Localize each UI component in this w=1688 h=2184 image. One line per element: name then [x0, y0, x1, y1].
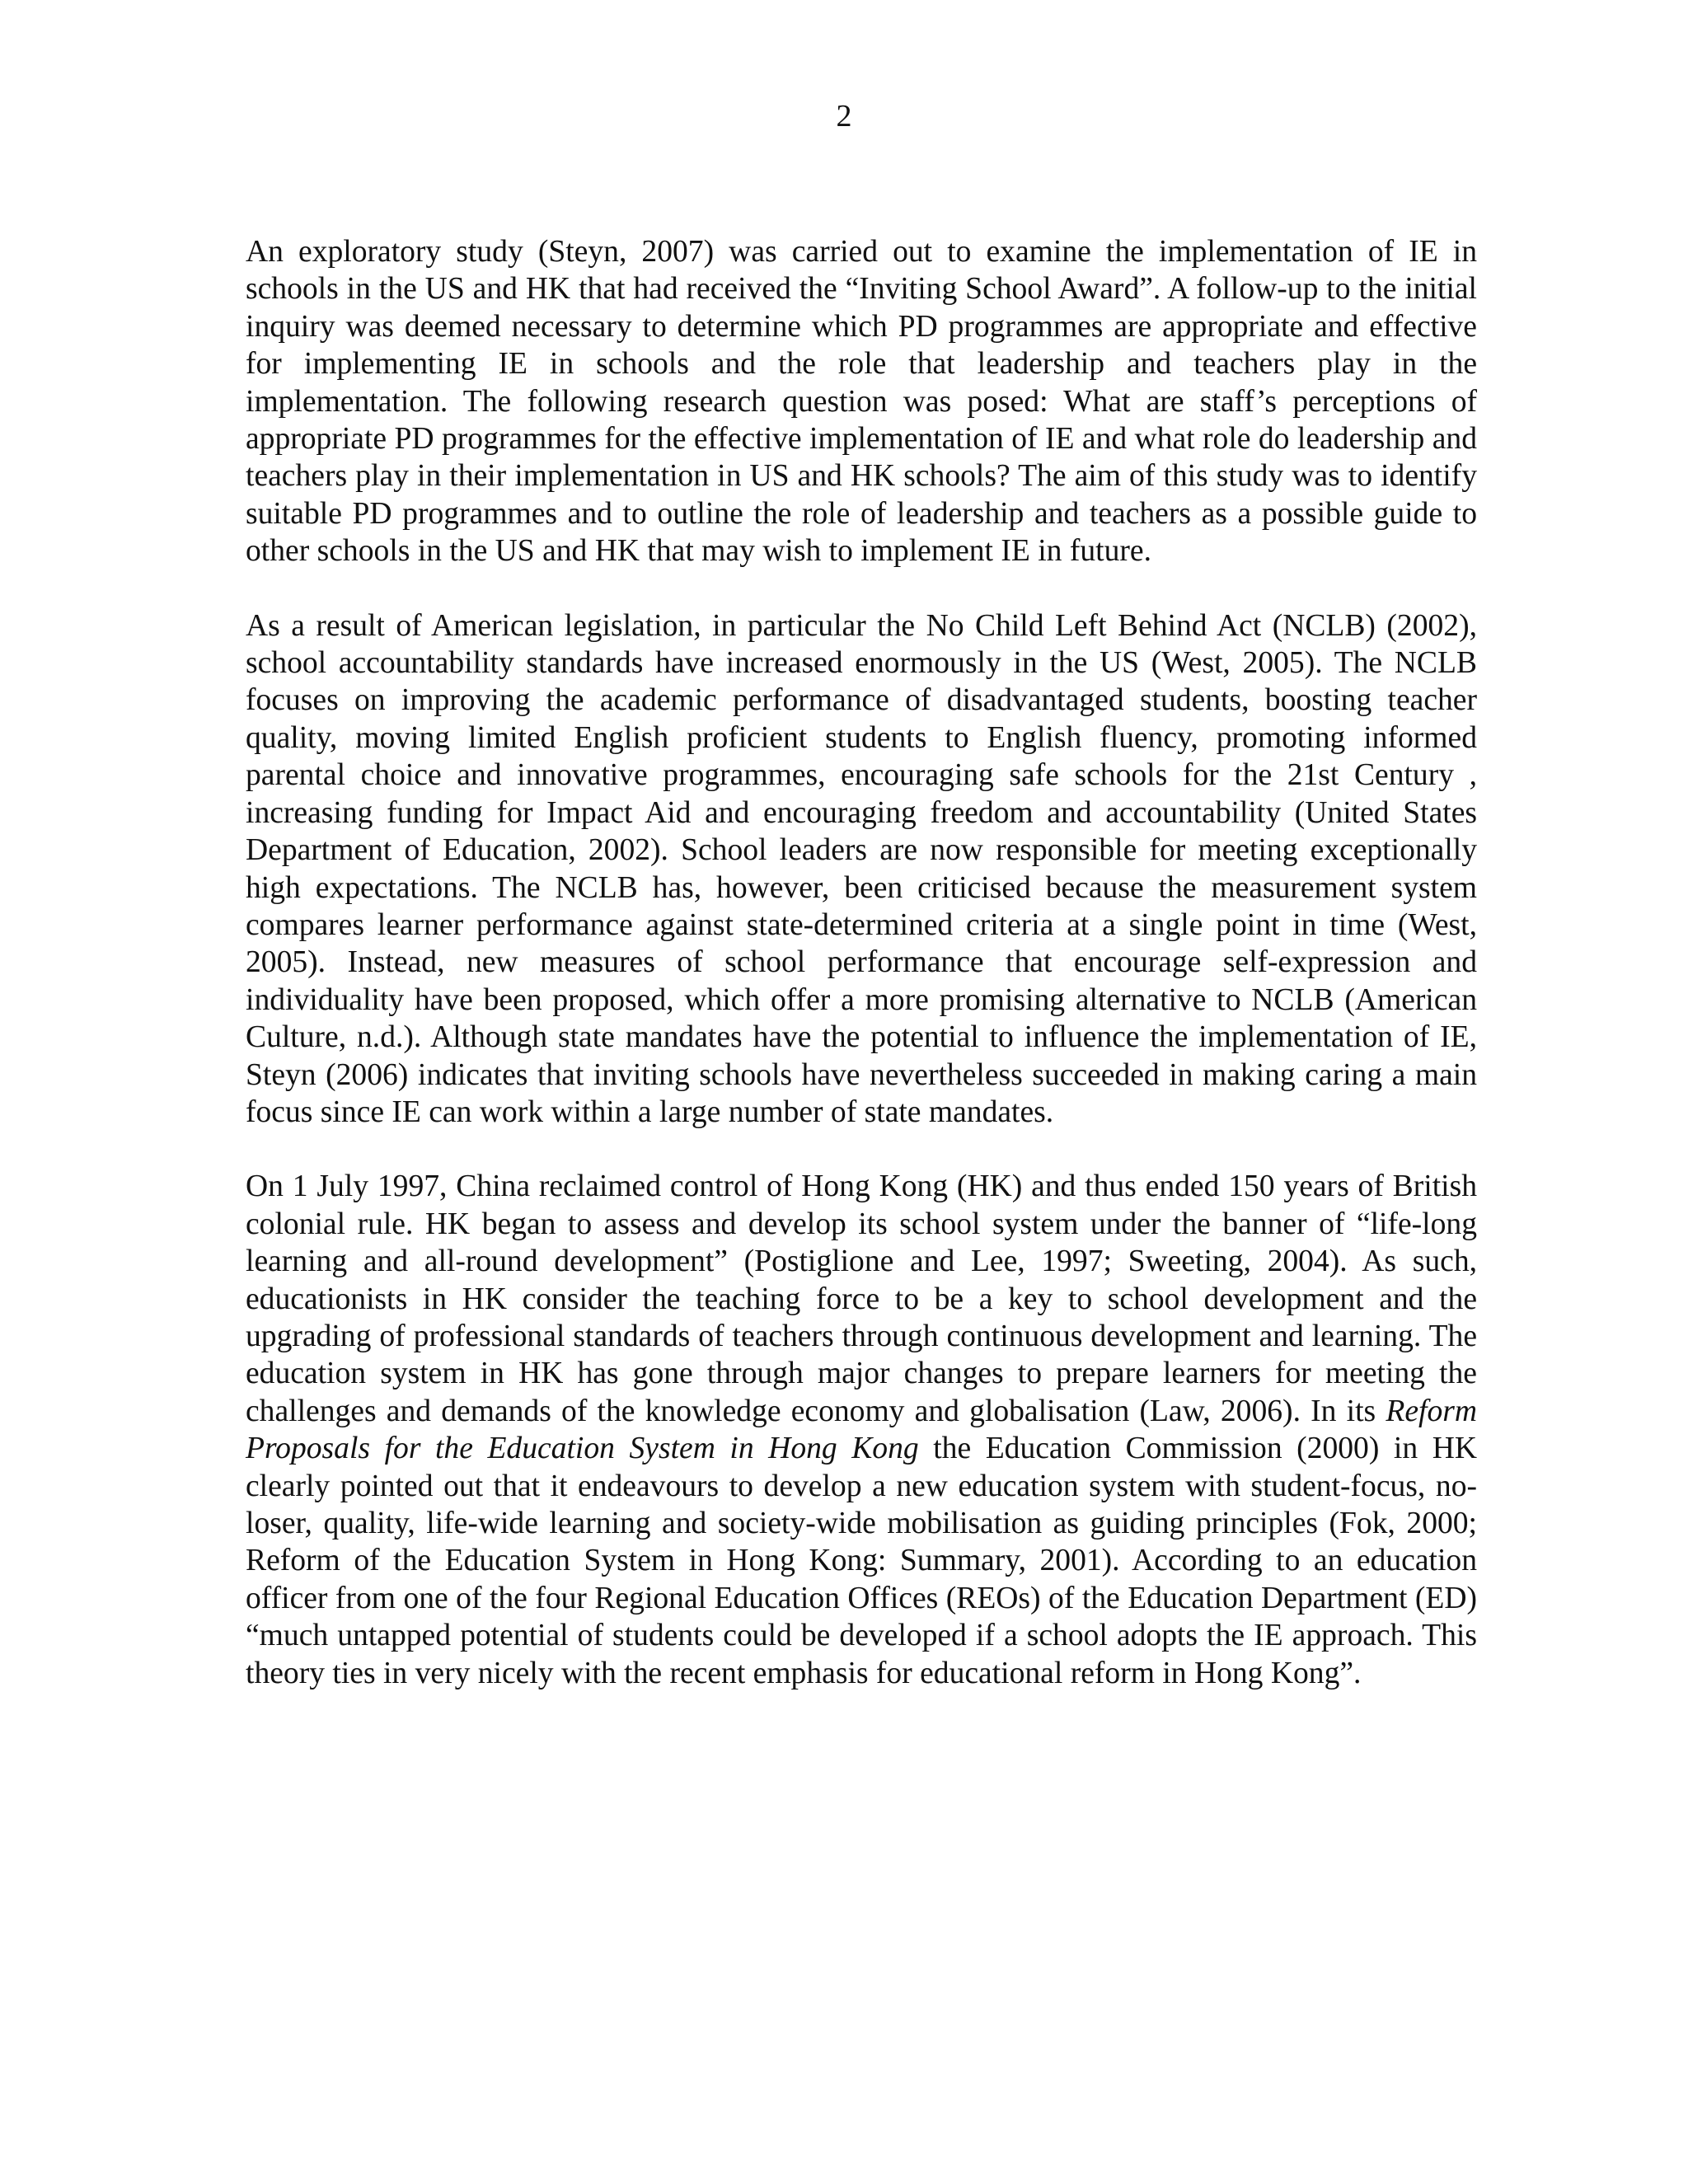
body-text	[246, 233, 1477, 1729]
paragraph-3-text-start: On 1 July 1997, China reclaimed control of Hong Kong (HK) and thus ended 150 years of British colonial rule. HK began to assess and develop its school system under the banner of “life-long learning and all-round development” (Postiglione and Lee, 1997; Sweeting, 2004). As such, educationists in HK consider the teaching force to be a key to school development and the upgrading of professional standards of teachers through continuous development and learning. The education system in HK has gone through major changes to prepare learners for meeting the challenges and demands of the knowledge economy and globalisation (Law, 2006). In its	[246, 1169, 1477, 1428]
report-title-italic: Reform Proposals for the Education System in Hong Kong	[246, 1394, 1477, 1466]
paragraph-3	[246, 1168, 1477, 1692]
paragraph-2: As a result of American legislation, in particular the No Child Left Behind Act (NCLB) (2002), school accountability standards have increased enormously in the US (West, 2005). The NCLB focuses on improving the academic performance of disadvantaged students, boosting teacher quality, moving limited English proficient students to English fluency, promoting informed parental choice and innovative programmes, encouraging safe schools for the 21st Century , increasing funding for Impact Aid and encouraging freedom and accountability (United States Department of Education, 2002). School leaders are now responsible for meeting exceptionally high expectations. The NCLB has, however, been criticised because the measurement system compares learner performance against state-determined criteria at a single point in time (West, 2005). Instead, new measures of school performance that encourage self-expression and individuality have been proposed, which offer a more promising alternative to NCLB (American Culture, n.d.). Although state mandates have the potential to influence the implementation of IE, Steyn (2006) indicates that inviting schools have nevertheless succeeded in making caring a main focus since IE can work within a large number of state mandates.	[246, 608, 1477, 1129]
paragraph-1: An exploratory study (Steyn, 2007) was carried out to examine the implementation of IE in schools in the US and HK that had received the “Inviting School Award”. A follow-up to the initial inquiry was deemed necessary to determine which PD programmes are appropriate and effective for implementing IE in schools and the role that leadership and teachers play in the implementation. The following research question was posed: What are staff’s perceptions of appropriate PD programmes for the effective implementation of IE and what role do leadership and teachers play in their implementation in US and HK schools? The aim of this study was to identify suitable PD programmes and to outline the role of leadership and teachers as a possible guide to other schools in the US and HK that may wish to implement IE in future.	[246, 235, 1477, 569]
page-number: 2	[836, 99, 852, 134]
paragraph-3-text-end: the Education Commission (2000) in HK clearly pointed out that it endeavours to develop a new education system with student-focus, no-loser, quality, life-wide learning and society-wide mobilisation as guiding principles (Fok, 2000; Reform of the Education System in Hong Kong: Summary, 2001). According to an education officer from one of the four Regional Education Offices (REOs) of the Education Department (ED) “much untapped potential of students could be developed if a school adopts the IE approach. This theory ties in very nicely with the recent emphasis for educational reform in Hong Kong”.	[246, 1432, 1477, 1690]
